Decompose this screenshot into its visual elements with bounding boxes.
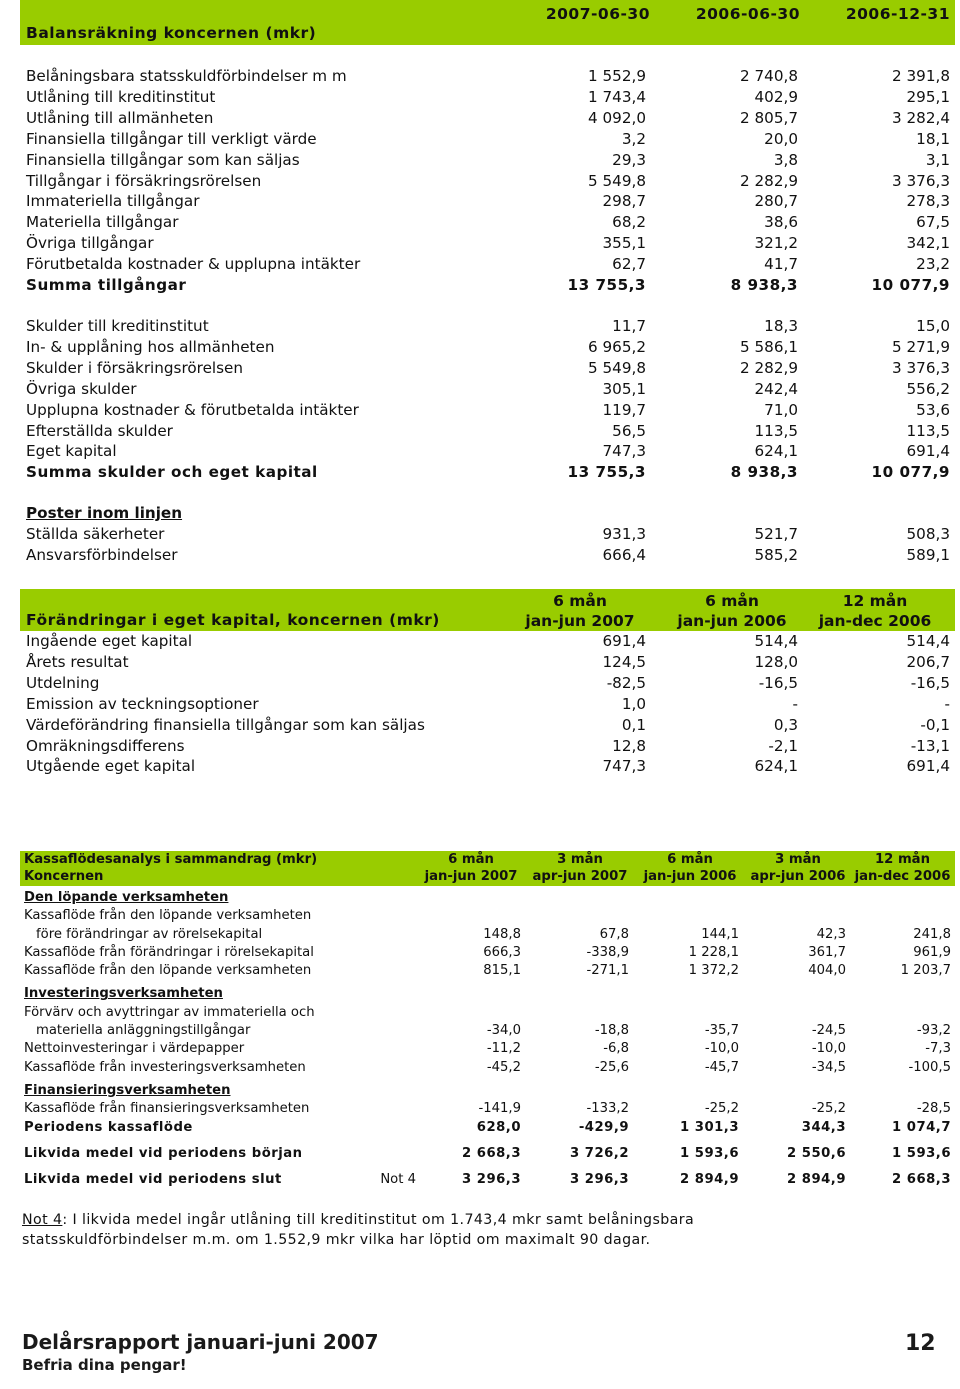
asset-row-value: 68,2: [612, 213, 646, 232]
equity-row: [20, 694, 950, 715]
asset-row-value: 295,1: [906, 87, 950, 106]
asset-row-value: 38,6: [764, 213, 798, 232]
liability-row-label: Eget kapital: [26, 442, 117, 461]
liability-row: [20, 316, 950, 337]
liability-row-label: Upplupna kostnader & förutbetalda intäkter: [26, 400, 359, 419]
asset-row: [20, 87, 950, 108]
liability-row: [20, 358, 950, 379]
cf-sec-financing: Finansieringsverksamheten: [24, 1082, 231, 1098]
liability-row: [20, 337, 950, 358]
asset-row-value: 20,0: [764, 129, 798, 148]
asset-row-value: 1 552,9: [588, 67, 646, 85]
equity-row-value: -2,1: [768, 736, 798, 755]
asset-row-label: Utlåning till kreditinstitut: [26, 87, 216, 106]
memo-row-value: 508,3: [906, 525, 950, 544]
asset-row-value: 2 740,8: [740, 67, 798, 85]
cashflow-header: [20, 851, 955, 886]
asset-row: [20, 191, 950, 212]
equity-row-value: -13,1: [910, 736, 950, 755]
asset-row-value: 18,1: [916, 129, 950, 148]
equity-row: [20, 652, 950, 673]
asset-row-value: 3 376,3: [892, 171, 950, 190]
equity-row-label: Omräkningsdifferens: [26, 736, 185, 755]
equity-row-value: 514,4: [906, 632, 950, 650]
liability-row-value: 71,0: [764, 400, 798, 419]
liabilities-total-v3: 10 077,9: [871, 463, 950, 482]
equity-row: [20, 715, 950, 736]
asset-row-value: 2 805,7: [740, 108, 798, 127]
asset-row-value: 23,2: [916, 255, 950, 274]
equity-section: [20, 631, 955, 777]
equity-row-value: 128,0: [754, 652, 798, 671]
equity-row-value: 124,5: [602, 652, 646, 671]
liability-row-label: In- & upplåning hos allmänheten: [26, 337, 275, 356]
assets-total-row: [20, 275, 950, 296]
asset-row: [20, 171, 950, 192]
asset-row-value: 402,9: [754, 87, 798, 106]
assets-total-v2: 8 938,3: [730, 276, 798, 295]
cf-row: Kassaflöde från finansieringsverksamheten -141,9 -133,2 -25,2 -25,2 -28,5: [24, 1101, 951, 1117]
cf-col-2: 3 mån apr-jun 2007: [532, 852, 628, 884]
cf-r4a-label: Förvärv och avyttringar av immateriella och: [24, 1004, 315, 1020]
cashflow-table: [20, 889, 955, 1189]
assets-total-label: Summa tillgångar: [26, 276, 187, 295]
asset-row-value: 62,7: [612, 255, 646, 274]
cf-row-cash-begin: Likvida medel vid periodens början 2 668,3 3 726,2 1 593,6 2 550,6 1 593,6: [24, 1145, 951, 1161]
liability-row-value: 242,4: [754, 379, 798, 398]
liability-row-label: Skulder till kreditinstitut: [26, 316, 209, 335]
balance-header: [20, 0, 955, 45]
cf-col-3: 6 mån jan-jun 2006: [643, 852, 737, 884]
page-number: 12: [905, 1331, 936, 1356]
equity-title: Förändringar i eget kapital, koncernen (mkr): [26, 611, 440, 629]
memo-row-label: Ställda säkerheter: [26, 525, 165, 544]
asset-row-value: 3,2: [621, 129, 646, 148]
equity-col-2: 6 mån jan-jun 2006: [677, 592, 787, 630]
cf-row: före förändringar av rörelsekapital 148,8 67,8 144,1 42,3 241,8: [36, 926, 951, 942]
equity-row-value: -16,5: [910, 673, 950, 692]
equity-row-value: 206,7: [906, 652, 950, 671]
liabilities-total-v1: 13 755,3: [567, 463, 646, 482]
cf-col-5: 12 mån jan-dec 2006: [854, 852, 951, 884]
liabilities-total-row: [20, 462, 950, 483]
cf-row: Kassaflöde från förändringar i rörelsekapital 666,3 -338,9 1 228,1 361,7 961,9: [24, 944, 951, 960]
equity-row-label: Emission av teckningsoptioner: [26, 694, 259, 713]
balance-sheet: [20, 66, 955, 566]
memo-row-value: 931,3: [602, 525, 646, 544]
memo-row: [20, 524, 950, 545]
asset-row-value: 298,7: [602, 192, 646, 211]
equity-row-value: 624,1: [754, 757, 798, 776]
asset-row-value: 2 282,9: [740, 171, 798, 190]
equity-row-value: 12,8: [612, 736, 646, 755]
liability-row: [20, 400, 950, 421]
cf-row: Kassaflöde från den löpande verksamheten 815,1 -271,1 1 372,2 404,0 1 203,7: [24, 963, 951, 979]
asset-row-value: 67,5: [916, 213, 950, 232]
asset-row-value: 2 391,8: [892, 67, 950, 85]
cashflow-section: [20, 889, 955, 1189]
equity-table: [20, 631, 950, 777]
asset-row-value: 41,7: [764, 255, 798, 274]
liability-row-value: 305,1: [602, 379, 646, 398]
liability-row-value: 2 282,9: [740, 358, 798, 377]
liability-row-value: 6 965,2: [588, 337, 646, 356]
asset-row: [20, 212, 950, 233]
equity-row-value: -: [792, 694, 798, 713]
equity-row: [20, 756, 950, 777]
liability-row-value: 556,2: [906, 379, 950, 398]
asset-row-label: Utlåning till allmänheten: [26, 108, 214, 127]
cf-row-total: Periodens kassaflöde 628,0 -429,9 1 301,3 344,3 1 074,7: [24, 1119, 951, 1135]
equity-row-label: Värdeförändring finansiella tillgångar som kan säljas: [26, 715, 425, 734]
cf-note-ref: Not 4: [380, 1172, 416, 1188]
equity-row-value: 1,0: [621, 694, 646, 713]
asset-row: [20, 66, 950, 87]
asset-row-value: 29,3: [612, 150, 646, 169]
asset-row-label: Belåningsbara statsskuldförbindelser m m: [26, 67, 347, 85]
equity-row-value: 691,4: [906, 757, 950, 776]
cashflow-subtitle: Koncernen: [24, 869, 104, 884]
liabilities-total-label: Summa skulder och eget kapital: [26, 463, 318, 482]
asset-row-value: 3,8: [773, 150, 798, 169]
asset-row-value: 5 549,8: [588, 171, 646, 190]
liability-row-label: Övriga skulder: [26, 379, 137, 398]
note-label: Not 4: [22, 1212, 63, 1228]
equity-row-value: 0,3: [773, 715, 798, 734]
liability-row-value: 3 376,3: [892, 358, 950, 377]
memo-row-value: 589,1: [906, 546, 950, 565]
memo-row-label: Ansvarsförbindelser: [26, 546, 178, 565]
memo-row-value: 666,4: [602, 546, 646, 565]
cf-row-cash-end: Likvida medel vid periodens slut Not 4 3 296,3 3 296,3 2 894,9 2 894,9 2 668,3: [20, 1171, 955, 1189]
asset-row-value: 342,1: [906, 234, 950, 253]
liability-row-value: 5 586,1: [740, 337, 798, 356]
asset-row-label: Förutbetalda kostnader & upplupna intäkter: [26, 255, 361, 274]
liability-row-value: 5 271,9: [892, 337, 950, 356]
asset-row-value: 355,1: [602, 234, 646, 253]
balance-title: Balansräkning koncernen (mkr): [26, 24, 317, 42]
note-text-2: statsskuldförbindelser m.m. om 1.552,9 mkr vilka har löptid om maximalt 90 dagar.: [22, 1232, 651, 1248]
col-2007-06-30: 2007-06-30: [545, 5, 650, 23]
cashflow-title: Kassaflödesanalys i sammandrag (mkr): [24, 852, 318, 867]
equity-row-value: 514,4: [754, 632, 798, 650]
liability-row-value: 18,3: [764, 316, 798, 335]
equity-header: [20, 589, 955, 631]
asset-row: [20, 233, 950, 254]
liability-row-value: 53,6: [916, 400, 950, 419]
equity-row: [20, 673, 950, 694]
liability-row-value: 56,5: [612, 421, 646, 440]
equity-col-3: 12 mån jan-dec 2006: [818, 592, 932, 630]
equity-row-label: Utdelning: [26, 673, 100, 692]
equity-col-1: 6 mån jan-jun 2007: [525, 592, 635, 630]
asset-row: [20, 129, 950, 150]
slogan: Befria dina pengar!: [22, 1356, 187, 1374]
asset-row-value: 278,3: [906, 192, 950, 211]
equity-row-label: Utgående eget kapital: [26, 757, 196, 776]
memo-row-value: 521,7: [754, 525, 798, 544]
liability-row-value: 113,5: [906, 421, 950, 440]
asset-row-value: 3,1: [925, 150, 950, 169]
asset-row-value: 4 092,0: [588, 108, 646, 127]
col-2006-12-31: 2006-12-31: [845, 5, 950, 23]
liability-row: [20, 379, 950, 400]
cf-row: Kassaflöde från investeringsverksamheten -45,2 -25,6 -45,7 -34,5 -100,5: [24, 1059, 951, 1075]
cf-sec-investing: Investeringsverksamheten: [24, 986, 223, 1002]
liability-row-value: 113,5: [754, 421, 798, 440]
liability-row-value: 119,7: [602, 400, 646, 419]
asset-row-value: 321,2: [754, 234, 798, 253]
asset-row-value: 1 743,4: [588, 87, 646, 106]
col-2006-06-30: 2006-06-30: [695, 5, 800, 23]
note-text-1: : I likvida medel ingår utlåning till kreditinstitut om 1.743,4 mkr samt belåningsbara: [62, 1212, 695, 1228]
asset-row-value: 280,7: [754, 192, 798, 211]
cf-row: materiella anläggningstillgångar -34,0 -18,8 -35,7 -24,5 -93,2: [36, 1023, 951, 1039]
liability-row: [20, 441, 950, 462]
assets-total-v3: 10 077,9: [871, 276, 950, 295]
equity-row: [20, 736, 950, 757]
liabilities-total-v2: 8 938,3: [730, 463, 798, 482]
liability-row-value: 5 549,8: [588, 358, 646, 377]
cf-r1a-label: Kassaflöde från den löpande verksamheten: [24, 908, 312, 924]
balance-table: [20, 66, 950, 566]
equity-row-value: -16,5: [758, 673, 798, 692]
liability-row: [20, 421, 950, 442]
asset-row-label: Tillgångar i försäkringsrörelsen: [26, 171, 262, 190]
assets-total-v1: 13 755,3: [567, 276, 646, 295]
cf-col-1: 6 mån jan-jun 2007: [424, 852, 518, 884]
equity-row-value: -: [944, 694, 950, 713]
cf-sec-operating: Den löpande verksamheten: [24, 890, 229, 905]
equity-row: [20, 631, 950, 652]
asset-row: [20, 254, 950, 275]
cf-row: Nettoinvesteringar i värdepapper -11,2 -6,8 -10,0 -10,0 -7,3: [24, 1041, 951, 1057]
memo-row-value: 585,2: [754, 546, 798, 565]
equity-row-value: 0,1: [621, 715, 646, 734]
footnote: [22, 1210, 694, 1250]
equity-row-value: -0,1: [920, 715, 950, 734]
liability-row-value: 624,1: [754, 442, 798, 461]
asset-row: [20, 108, 950, 129]
liability-row-value: 747,3: [602, 442, 646, 461]
asset-row-label: Finansiella tillgångar som kan säljas: [26, 150, 300, 169]
report-title: Delårsrapport januari-juni 2007: [22, 1330, 379, 1354]
asset-row: [20, 150, 950, 171]
equity-row-value: -82,5: [606, 673, 646, 692]
memo-row: [20, 545, 950, 566]
asset-row-label: Övriga tillgångar: [26, 234, 154, 253]
equity-row-label: Ingående eget kapital: [26, 632, 193, 650]
memo-title: Poster inom linjen: [26, 504, 183, 523]
liability-row-value: 11,7: [612, 316, 646, 335]
equity-row-value: 691,4: [602, 632, 646, 650]
liability-row-label: Skulder i försäkringsrörelsen: [26, 358, 244, 377]
asset-row-label: Finansiella tillgångar till verkligt värde: [26, 129, 317, 148]
equity-row-label: Årets resultat: [26, 652, 129, 671]
asset-row-label: Immateriella tillgångar: [26, 192, 200, 211]
liability-row-value: 15,0: [916, 316, 950, 335]
cf-col-4: 3 mån apr-jun 2006: [750, 852, 846, 884]
liability-row-value: 691,4: [906, 442, 950, 461]
equity-row-value: 747,3: [602, 757, 646, 776]
asset-row-value: 3 282,4: [892, 108, 950, 127]
asset-row-label: Materiella tillgångar: [26, 213, 179, 232]
liability-row-label: Efterställda skulder: [26, 421, 173, 440]
